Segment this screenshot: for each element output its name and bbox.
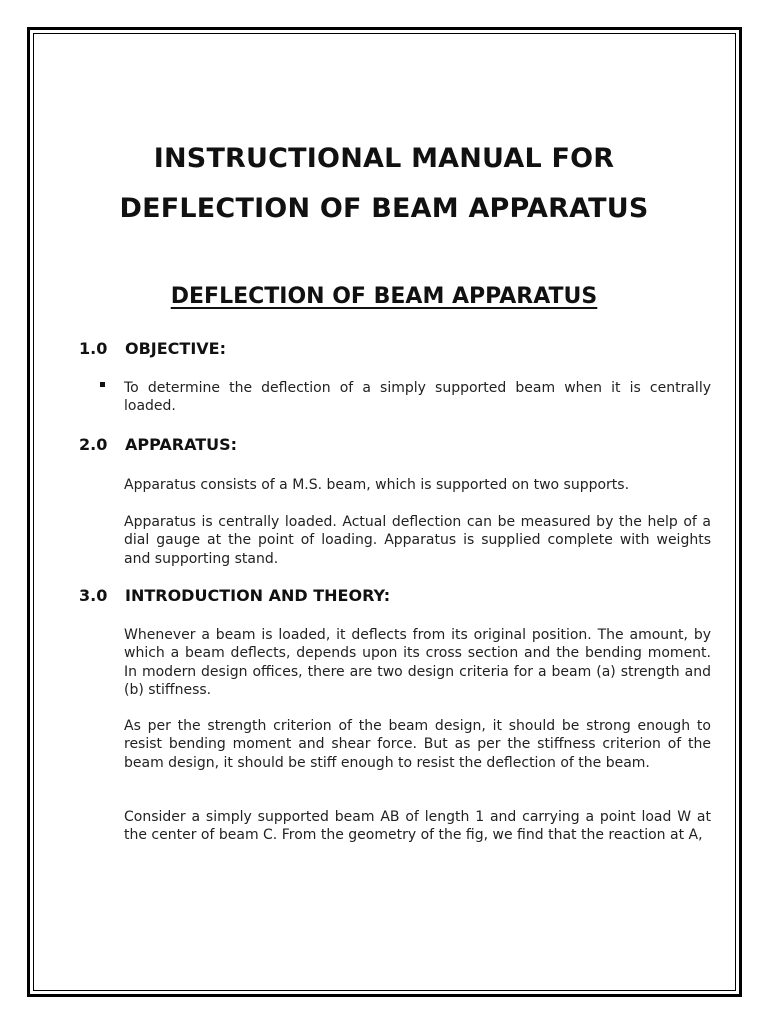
theory-paragraph-1: Whenever a beam is loaded, it deflects from its original position. The amount, by which a beam deflects, depends upon its cross section and the bending moment. In modern design offices, there are two design criteria for a beam (a) strength and (b) stiffness. <box>124 627 711 698</box>
theory-paragraph-3: Consider a simply supported beam AB of length 1 and carrying a point load W at the center of beam C. From the geometry of the fig, we find that the reaction at A, <box>124 809 711 844</box>
section-heading-text: APPARATUS: <box>125 435 238 454</box>
document-title-line2: DEFLECTION OF BEAM APPARATUS <box>119 193 649 224</box>
section-heading-text: OBJECTIVE: <box>125 339 226 358</box>
objective-bullet-text: To determine the deflection of a simply supported beam when it is centrally loaded. <box>124 380 711 415</box>
bullet-icon <box>100 382 105 387</box>
document-title-line1: INSTRUCTIONAL MANUAL FOR <box>153 143 615 174</box>
apparatus-paragraph-2: Apparatus is centrally loaded. Actual deflection can be measured by the help of a dial gauge at the point of loading. Apparatus is supplied complete with weights and supporting stand. <box>124 514 711 567</box>
section-heading-objective <box>79 339 226 358</box>
section-heading-text: INTRODUCTION AND THEORY: <box>125 586 391 605</box>
section-number: 2.0 <box>79 435 108 454</box>
section-number: 3.0 <box>79 586 108 605</box>
section-heading-apparatus <box>79 435 237 454</box>
section-title: DEFLECTION OF BEAM APPARATUS <box>170 284 598 309</box>
section-heading-introduction <box>79 586 390 605</box>
section-number: 1.0 <box>79 339 108 358</box>
apparatus-paragraph-1: Apparatus consists of a M.S. beam, which is supported on two supports. <box>124 477 630 493</box>
theory-paragraph-2: As per the strength criterion of the beam design, it should be strong enough to resist bending moment and shear force. But as per the stiffness criterion of the beam design, it should be stiff enough to resist the deflection of the beam. <box>124 718 711 771</box>
